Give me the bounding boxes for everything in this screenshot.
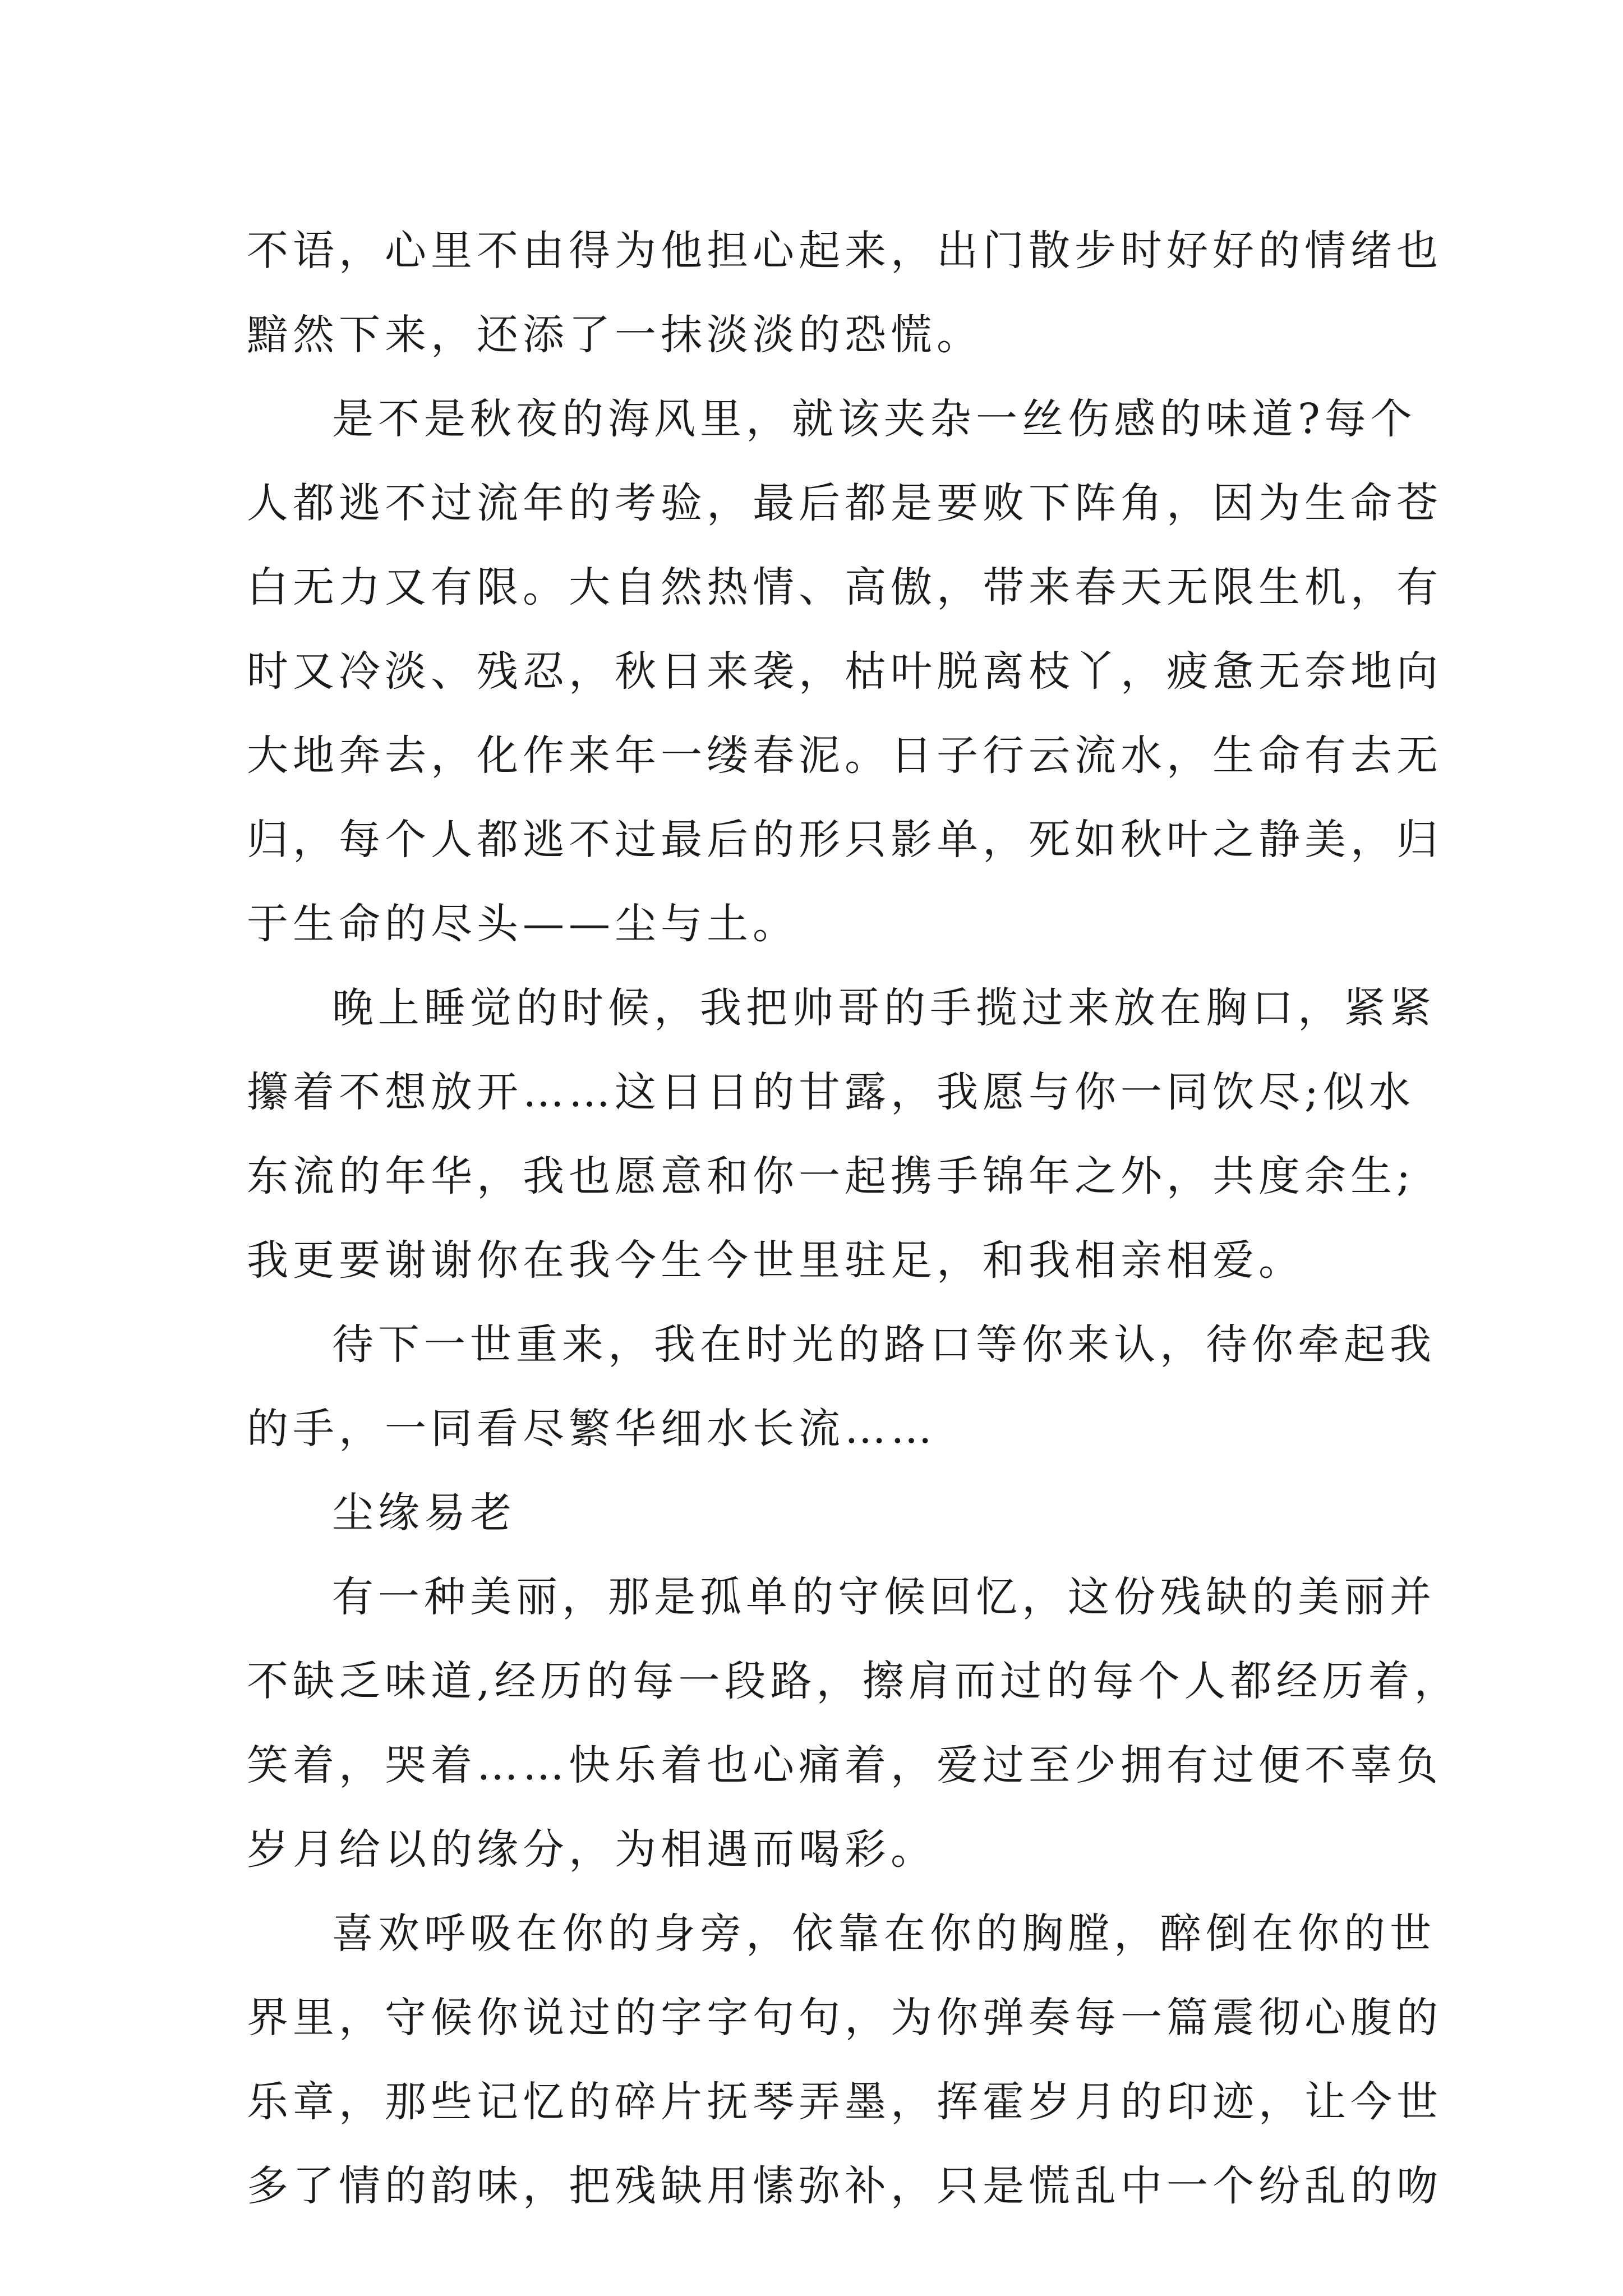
text-line: 大地奔去，化作来年一缕春泥。日子行云流水，生命有去无 [247,731,1442,780]
text-line: 白无力又有限。大自然热情、高傲，带来春天无限生机，有 [247,563,1442,611]
text-line: 界里，守候你说过的字字句句，为你弹奏每一篇震彻心腹的 [247,1994,1442,2042]
text-line: 不语，心里不由得为他担心起来，出门散步时好好的情绪也 [247,227,1442,275]
paragraph [247,209,1442,377]
text-line: 乐章，那些记忆的碎片抚琴弄墨，挥霍岁月的印迹，让今世 [247,2078,1442,2126]
paragraph [247,1303,1436,1471]
text-line: 攥着不想放开……这日日的甘露，我愿与你一同饮尽;似水 [247,1068,1415,1116]
text-line: 的手，一同看尽繁华细水长流…… [247,1405,937,1453]
text-line: 待下一世重来，我在时光的路口等你来认，待你牵起我 [332,1320,1436,1369]
paragraph [247,966,1436,1303]
document-body [247,209,1460,2228]
text-line: 岁月给以的缘分，为相遇而喝彩。 [247,1825,937,1874]
section-title [247,1471,1391,1555]
text-line: 归，每个人都逃不过最后的形只影单，死如秋叶之静美，归 [247,816,1442,864]
text-line: 人都逃不过流年的考验，最后都是要败下阵角，因为生命苍 [247,479,1442,527]
text-line: 是不是秋夜的海风里，就该夹杂一丝伤感的味道?每个 [332,395,1417,443]
text-line: 我更要谢谢你在我今生今世里驻足，和我相亲相爱。 [247,1236,1304,1285]
text-line: 多了情的韵味，把残缺用愫弥补，只是慌乱中一个纷乱的吻 [247,2162,1442,2210]
text-line: 笑着，哭着……快乐着也心痛着，爱过至少拥有过便不辜负 [247,1741,1442,1789]
text-line: 时又冷淡、残忍，秋日来袭，枯叶脱离枝丫，疲惫无奈地向 [247,647,1442,696]
paragraph [247,377,1442,966]
text-line: 东流的年华，我也愿意和你一起携手锦年之外，共度余生; [247,1152,1415,1200]
text-line: 喜欢呼吸在你的身旁，依靠在你的胸膛，醉倒在你的世 [332,1910,1436,1958]
text-line: 于生命的尽头——尘与土。 [247,900,799,948]
paragraph [247,1892,1442,2228]
text-line: 有一种美丽，那是孤单的守候回忆，这份残缺的美丽并 [332,1573,1436,1621]
text-line: 尘缘易老 [332,1489,516,1537]
paragraph [247,1555,1460,1892]
text-line: 晚上睡觉的时候，我把帅哥的手揽过来放在胸口，紧紧 [332,984,1436,1032]
text-line: 黯然下来，还添了一抹淡淡的恐慌。 [247,311,983,359]
text-line: 不缺乏味道,经历的每一段路，擦肩而过的每个人都经历着， [247,1657,1460,1705]
